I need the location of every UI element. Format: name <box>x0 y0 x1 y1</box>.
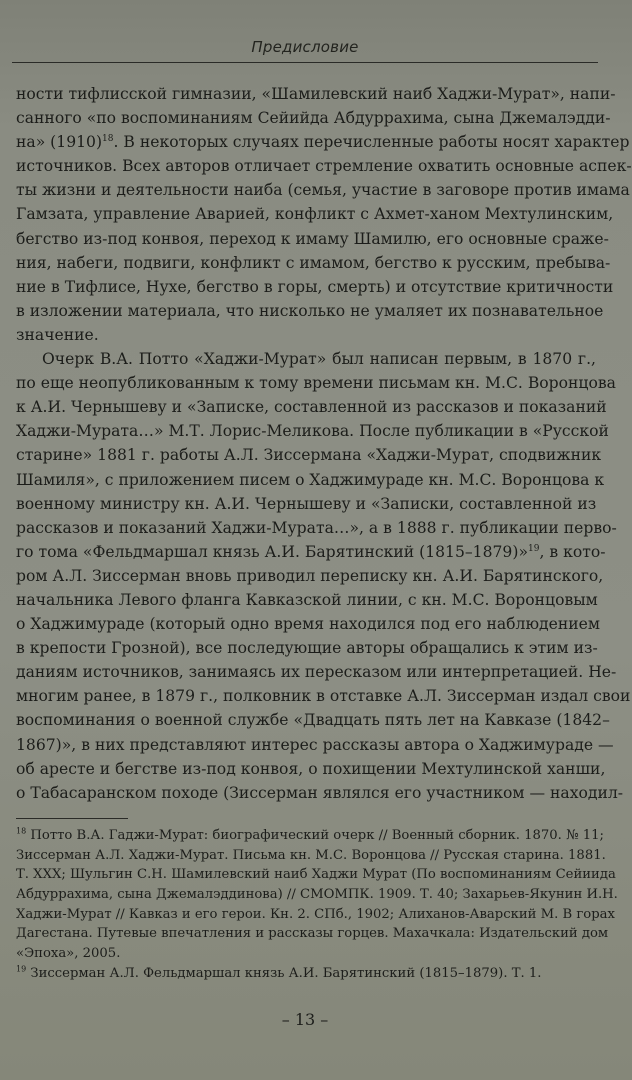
text-line <box>16 202 614 226</box>
footnote-line <box>16 826 604 846</box>
text-line <box>16 636 596 660</box>
text-line <box>16 492 596 516</box>
text-segment: по еще неопубликованным к тому времени письмам кн. М.С. Воронцова <box>16 374 616 393</box>
footnote-text: «Эпоха», 2005. <box>16 946 121 962</box>
text-segment: о Хаджимураде (который одно время находился под его наблюдением <box>16 615 600 634</box>
footnote-line <box>16 905 615 925</box>
text-segment: . В некоторых случаях перечисленные работы носят характер <box>113 133 630 152</box>
text-segment: многим ранее, в 1879 г., полковник в отставке А.Л. Зиссерман издал свои <box>16 687 631 706</box>
text-line <box>16 540 606 564</box>
text-segment: старине» 1881 г. работы А.Л. Зиссермана «Хаджи-Мурат, сподвижник <box>16 446 602 465</box>
text-line <box>16 684 631 708</box>
text-line <box>16 178 630 202</box>
text-segment: воспоминания о военной службе «Двадцать пять лет на Кавказе (1842– <box>16 711 610 730</box>
text-line <box>16 733 614 757</box>
text-line <box>16 419 609 443</box>
text-line <box>16 227 609 251</box>
text-segment: в изложении материала, что нисколько не умаляет их познавательное <box>16 301 604 320</box>
text-segment: начальника Левого фланга Кавказской линии, с кн. М.С. Воронцовым <box>16 590 598 609</box>
text-segment: на» (1910) <box>16 133 103 152</box>
text-line <box>16 251 611 275</box>
text-segment: го тома «Фельдмаршал князь А.И. Барятинский (1815–1879)» <box>16 542 528 561</box>
header-divider <box>12 62 598 63</box>
text-line <box>16 371 616 395</box>
text-line <box>16 275 614 299</box>
text-line <box>16 395 607 419</box>
text-segment: , в кото- <box>539 542 606 561</box>
text-line <box>16 781 624 805</box>
text-segment: о Табасаранском походе (Зиссерман являлся его участником — находил- <box>16 783 624 802</box>
text-segment: военному министру кн. А.И. Чернышеву и «Записки, составленной из <box>16 494 597 513</box>
text-segment: ты жизни и деятельности наиба (семья, участие в заговоре против имама <box>16 181 630 200</box>
footnote-text: Абдуррахима, сына Джемалэддинова) // СМОМПК. 1909. Т. 40; Захарьев-Якунин И.Н. <box>16 887 618 903</box>
text-segment: 1867)», в них представляют интерес рассказы автора о Хаджимураде — <box>16 735 614 754</box>
text-segment: ром А.Л. Зиссерман вновь приводил переписку кн. А.И. Барятинского, <box>16 566 604 585</box>
text-segment: Гамзата, управление Аварией, конфликт с Ахмет-ханом Мехтулинским, <box>16 205 614 224</box>
footnote-line <box>16 944 596 964</box>
text-segment: Хаджи-Мурата…» М.Т. Лорис-Меликова. После публикации в «Русской <box>16 422 609 441</box>
text-line <box>16 660 617 684</box>
text-segment: Шамиля», с приложением писем о Хаджимураде кн. М.С. Воронцова к <box>16 470 605 489</box>
text-line <box>16 708 610 732</box>
text-segment: санного «по воспоминаниям Сейийда Абдуррахима, сына Джемалэдди- <box>16 109 611 128</box>
footnote-text: Т. XXX; Шульгин С.Н. Шамилевский наиб Хаджи Мурат (По воспоминаниям Сейиида <box>16 867 616 883</box>
text-line <box>16 106 611 130</box>
footnotes <box>16 826 618 984</box>
page-number: – 13 – <box>281 1010 329 1029</box>
text-segment: к А.И. Чернышеву и «Записке, составленной из рассказов и показаний <box>16 398 607 417</box>
text-segment: даниям источников, занимаясь их пересказом или интерпретацией. Не- <box>16 663 617 682</box>
footnote-text: Зиссерман А.Л. Фельдмаршал князь А.И. Барятинский (1815–1879). Т. 1. <box>26 965 542 981</box>
text-line <box>16 516 617 540</box>
text-segment: ние в Тифлисе, Нухе, бегство в горы, смерть) и отсутствие критичности <box>16 277 614 296</box>
footnote-line <box>16 964 596 984</box>
text-line <box>16 612 600 636</box>
text-line <box>16 588 596 612</box>
text-line <box>16 468 605 492</box>
footnote-line <box>16 865 616 885</box>
text-line <box>16 82 616 106</box>
main-text <box>16 82 632 805</box>
footnote-text: Потто В.А. Гаджи-Мурат: биографический очерк // Военный сборник. 1870. № 11; <box>26 828 604 843</box>
footnote-text: Зиссерман А.Л. Хаджи-Мурат. Письма кн. М.С. Воронцова // Русская старина. 1881. <box>16 847 606 863</box>
text-segment: рассказов и показаний Хаджи-Мурата…», а в 1888 г. публикации перво- <box>16 518 617 537</box>
footnote-line <box>16 846 606 866</box>
footnote-number: 18 <box>16 826 27 836</box>
footnote-text: Хаджи-Мурат // Кавказ и его герои. Кн. 2. СПб., 1902; Алиханов-Аварский М. В горах <box>16 906 615 922</box>
footnote-ref: 19 <box>527 543 540 554</box>
text-line <box>16 154 632 178</box>
text-segment: об аресте и бегстве из-под конвоя, о похищении Мехтулинской ханши, <box>16 759 606 778</box>
text-segment: в крепости Грозной), все последующие авторы обращались к этим из- <box>16 639 598 658</box>
text-line <box>16 299 604 323</box>
text-segment: бегство из-под конвоя, переход к имаму Шамилю, его основные сраже- <box>16 229 609 248</box>
text-line <box>16 443 602 467</box>
footnote-line <box>16 924 609 944</box>
text-segment: ности тифлисской гимназии, «Шамилевский наиб Хаджи-Мурат», напи- <box>16 85 616 103</box>
text-line <box>16 757 606 781</box>
footnote-number: 19 <box>16 964 27 974</box>
footnote-ref: 18 <box>102 134 114 144</box>
text-line <box>16 347 596 371</box>
footnote-line <box>16 885 618 905</box>
text-segment: значение. <box>16 325 99 344</box>
running-header: Предисловие <box>251 38 359 56</box>
footnote-divider <box>16 818 128 819</box>
text-line <box>16 130 630 154</box>
text-line <box>16 323 596 347</box>
footnote-text: Дагестана. Путевые впечатления и рассказы горцев. Махачкала: Издательский дом <box>16 926 609 942</box>
text-segment: источников. Всех авторов отличает стремление охватить основные аспек- <box>16 157 632 176</box>
text-segment: ния, набеги, подвиги, конфликт с имамом, бегство к русским, пребыва- <box>16 253 611 272</box>
text-segment: Очерк В.А. Потто «Хаджи-Мурат» был написан первым, в 1870 г., <box>42 350 596 369</box>
text-line <box>16 564 604 588</box>
